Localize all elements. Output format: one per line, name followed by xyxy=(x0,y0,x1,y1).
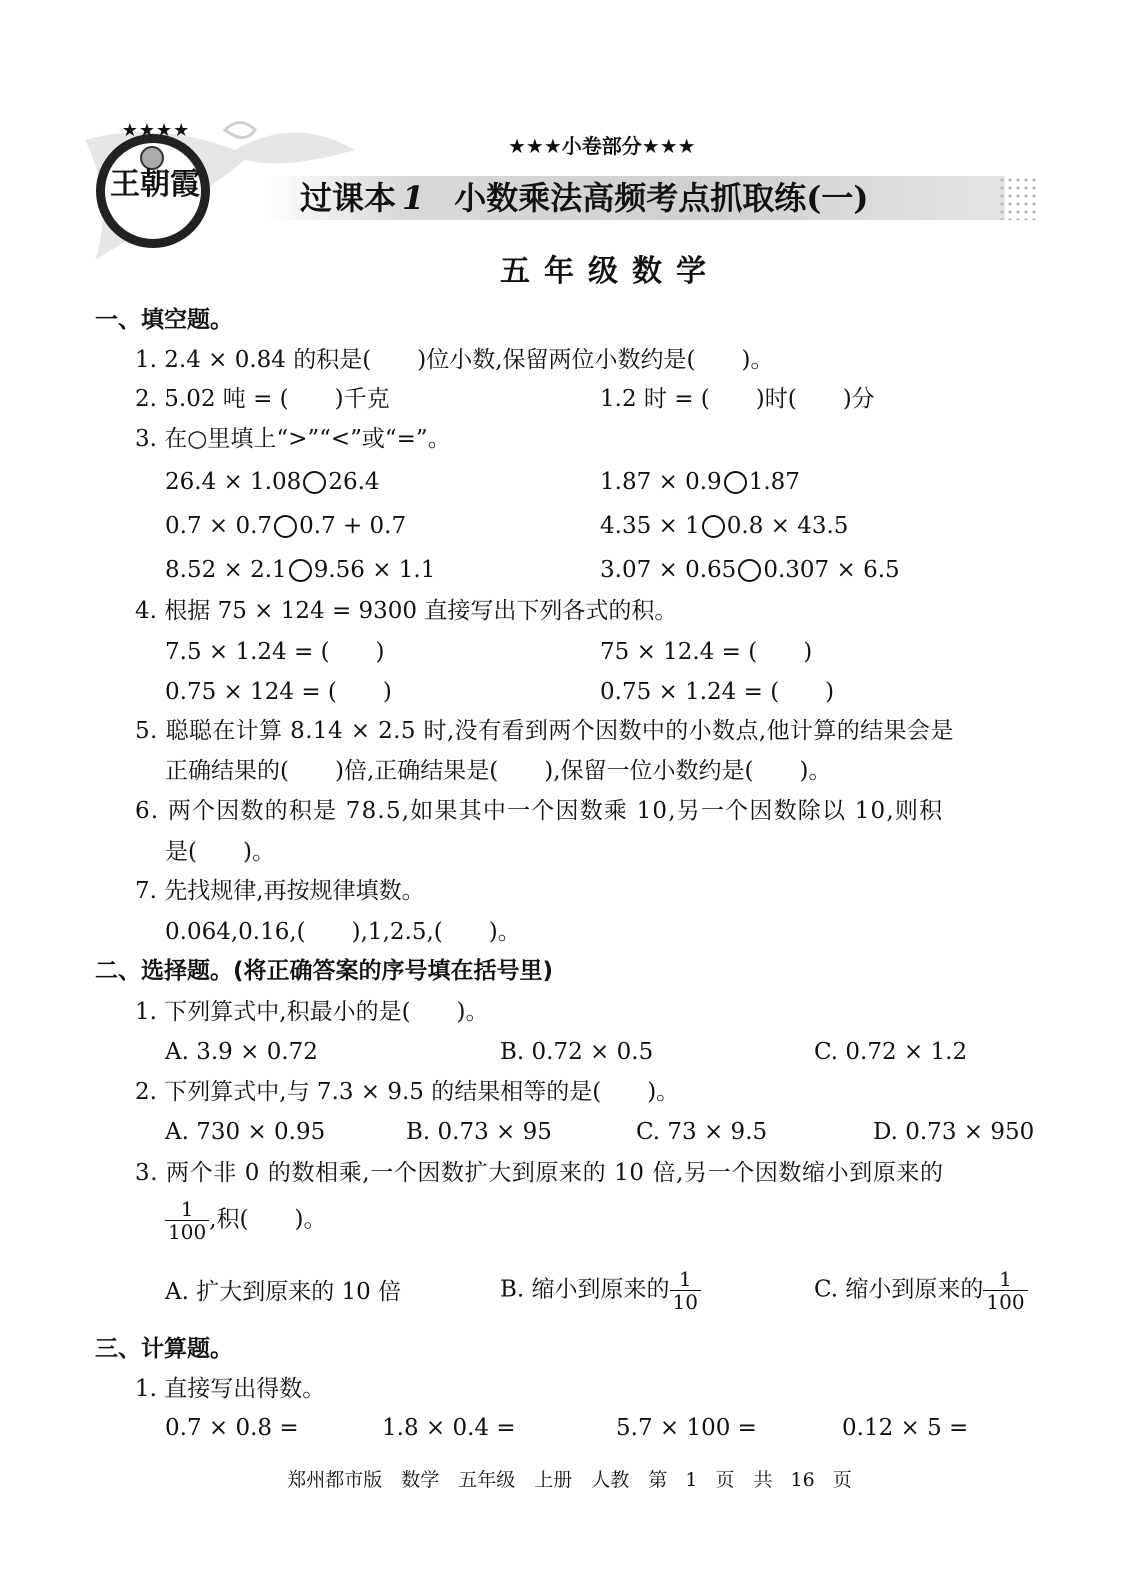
option-b: B. 0.73 × 95 xyxy=(406,1119,552,1145)
question-text: $\frac{1}{100}$ ,积( )。 xyxy=(165,1198,326,1243)
section-heading: 一、填空题。 xyxy=(95,307,233,333)
answer-item: 0.75 × 1.24 = ( ) xyxy=(600,679,835,705)
question-text: 6. 两个因数的积是 78.5,如果其中一个因数乘 10,另一个因数除以 10,则积 xyxy=(135,798,944,824)
section-heading: 三、计算题。 xyxy=(95,1336,233,1362)
question-text: 3. 两个非 0 的数相乘,一个因数扩大到原来的 10 倍,另一个因数缩小到原来的 xyxy=(135,1160,944,1186)
lesson-number: 1 xyxy=(402,179,425,217)
question-text: 3. 在○里填上“>”“<”或“=”。 xyxy=(135,426,451,452)
option-c: C. 0.72 × 1.2 xyxy=(814,1039,968,1065)
question-text: 5. 聪聪在计算 8.14 × 2.5 时,没有看到两个因数中的小数点,他计算的结果会是 xyxy=(135,718,954,744)
question-text: 正确结果的( )倍,正确结果是( ),保留一位小数约是( )。 xyxy=(165,758,832,784)
compare-item: 4.35 × 1 0.8 × 43.5 xyxy=(600,513,849,539)
answer-circle[interactable] xyxy=(702,515,725,538)
calc-item: 0.12 × 5 = xyxy=(842,1415,969,1441)
option-d: D. 0.73 × 950 xyxy=(873,1119,1035,1145)
compare-item: 1.87 × 0.9 1.87 xyxy=(600,469,800,495)
answer-circle[interactable] xyxy=(274,515,297,538)
answer-item: 7.5 × 1.24 = ( ) xyxy=(165,639,385,665)
answer-circle[interactable] xyxy=(738,559,761,582)
option-b: B. 缩小到原来的 $\frac{1}{10}$ xyxy=(500,1268,701,1313)
question-text: 4. 根据 75 × 124 = 9300 直接写出下列各式的积。 xyxy=(135,598,678,624)
question-text: 1.2 时 = ( )时( )分 xyxy=(600,386,875,412)
logo-stars: ★★★★ xyxy=(121,120,191,141)
answer-item: 75 × 12.4 = ( ) xyxy=(600,639,813,665)
option-b: B. 0.72 × 0.5 xyxy=(500,1039,654,1065)
lesson-prefix: 过课本 xyxy=(300,179,397,217)
option-c: C. 73 × 9.5 xyxy=(636,1119,768,1145)
compare-item: 3.07 × 0.65 0.307 × 6.5 xyxy=(600,557,900,583)
fraction: $\frac{1}{10}$ xyxy=(670,1268,701,1313)
option-a: A. 730 × 0.95 xyxy=(165,1119,326,1145)
fraction: $\frac{1}{100}$ xyxy=(983,1268,1027,1313)
answer-circle[interactable] xyxy=(724,471,747,494)
question-text: 2. 下列算式中,与 7.3 × 9.5 的结果相等的是( )。 xyxy=(135,1079,680,1105)
banner-dot-pattern xyxy=(998,176,1040,220)
question-text: 2. 5.02 吨 = ( )千克 xyxy=(135,386,390,412)
compare-item: 0.7 × 0.7 0.7 + 0.7 xyxy=(165,513,407,539)
grade-subject-title: 五年级数学 xyxy=(500,254,720,289)
question-text: 1. 直接写出得数。 xyxy=(135,1376,326,1402)
compare-item: 26.4 × 1.08 26.4 xyxy=(165,469,380,495)
answer-circle[interactable] xyxy=(303,471,326,494)
question-text: 1. 下列算式中,积最小的是( )。 xyxy=(135,999,489,1025)
fraction: $\frac{1}{100}$ xyxy=(165,1198,209,1243)
question-text: 是( )。 xyxy=(165,839,275,865)
lesson-title xyxy=(300,178,869,218)
logo-text: 王朝霞 xyxy=(110,167,200,202)
calc-item: 5.7 × 100 = xyxy=(616,1415,757,1441)
question-text: 0.064,0.16,( ),1,2.5,( )。 xyxy=(165,919,521,945)
calc-item: 1.8 × 0.4 = xyxy=(382,1415,516,1441)
lesson-topic: 小数乘法高频考点抓取练(一) xyxy=(454,179,869,217)
option-a: A. 3.9 × 0.72 xyxy=(165,1039,318,1065)
answer-circle[interactable] xyxy=(289,559,312,582)
option-c: C. 缩小到原来的 $\frac{1}{100}$ xyxy=(814,1268,1028,1313)
compare-item: 8.52 × 2.1 9.56 × 1.1 xyxy=(165,557,436,583)
sub-header: ★★★小卷部分★★★ xyxy=(508,134,696,158)
page-footer: 郑州都市版 数学 五年级 上册 人教 第 1 页 共 16 页 xyxy=(287,1469,852,1491)
question-text: 1. 2.4 × 0.84 的积是( )位小数,保留两位小数约是( )。 xyxy=(135,347,774,373)
question-text: 7. 先找规律,再按规律填数。 xyxy=(135,878,425,904)
option-a: A. 扩大到原来的 10 倍 xyxy=(165,1279,402,1305)
section-heading: 二、选择题。(将正确答案的序号填在括号里) xyxy=(95,958,554,984)
answer-item: 0.75 × 124 = ( ) xyxy=(165,679,392,705)
calc-item: 0.7 × 0.8 = xyxy=(165,1415,299,1441)
